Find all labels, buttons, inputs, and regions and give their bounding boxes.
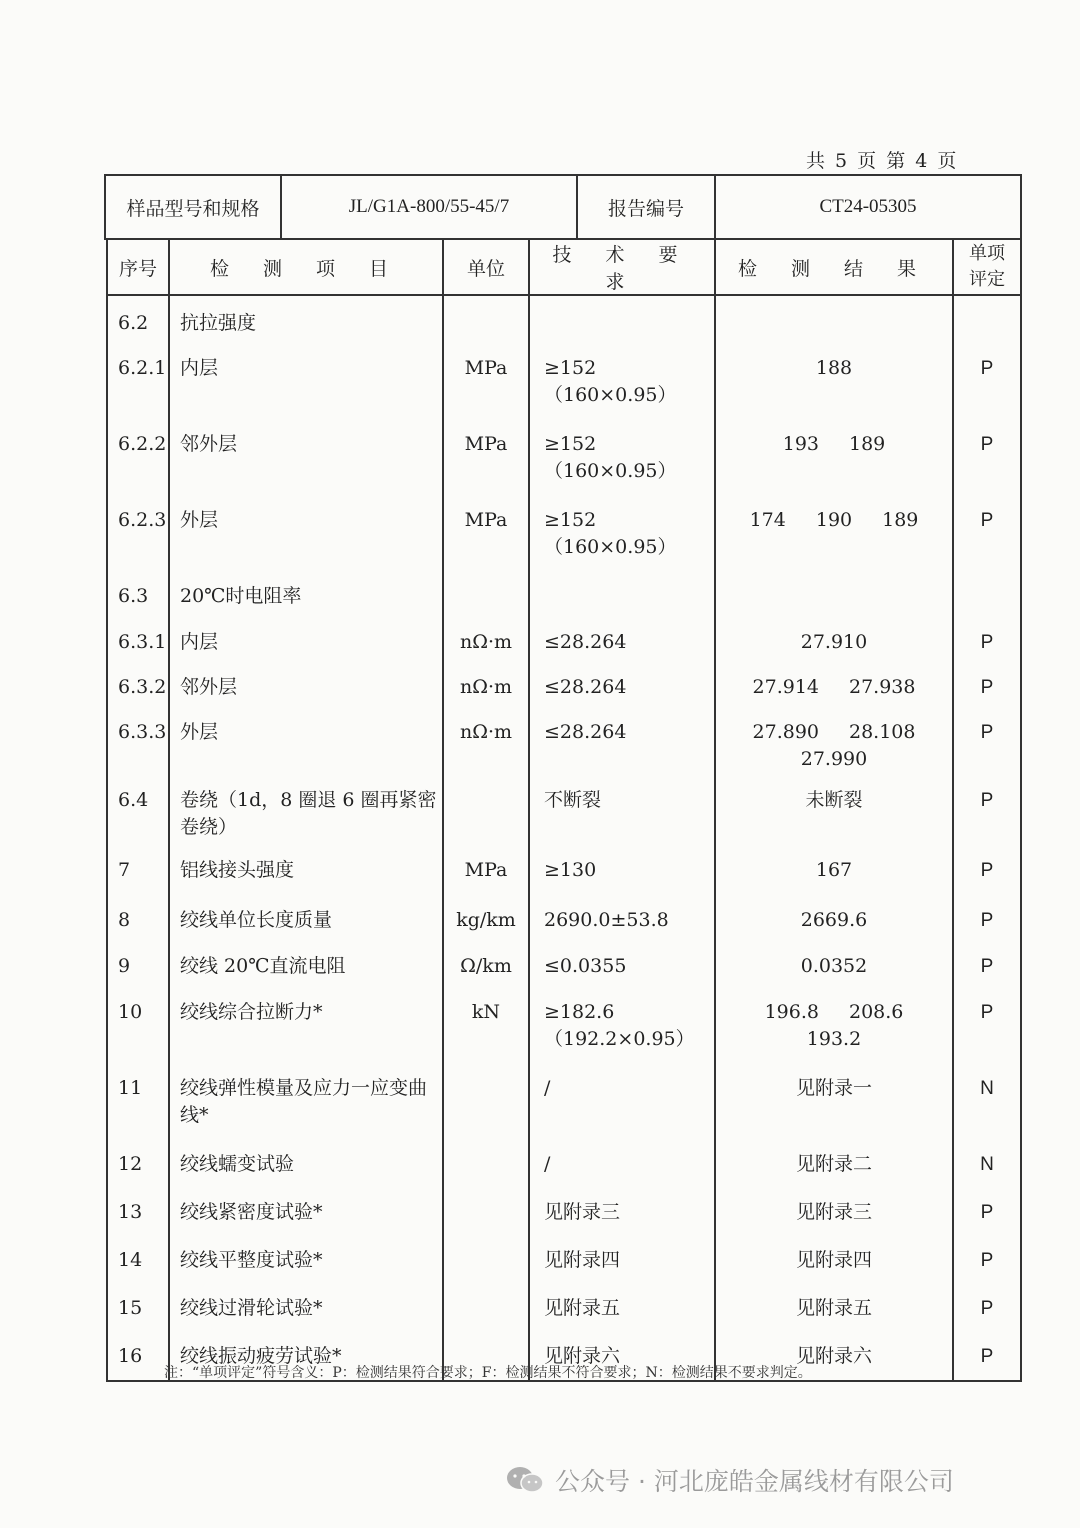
- item-requirement: /: [529, 1061, 715, 1137]
- item-number: 16: [107, 1329, 169, 1381]
- item-number: 11: [107, 1061, 169, 1137]
- item-results: [715, 705, 953, 773]
- item-name: 20℃时电阻率: [169, 569, 443, 615]
- result-value: 见附录三: [795, 1201, 872, 1223]
- item-number: 6.2.3: [107, 493, 169, 569]
- sample-label: 样品型号和规格: [105, 175, 281, 239]
- result-value: 208.6: [849, 1001, 904, 1023]
- item-unit: [443, 569, 529, 615]
- item-requirement: ≥152 （160×0.95）: [529, 417, 715, 493]
- item-name: 绞线蠕变试验: [169, 1137, 443, 1185]
- table-row: [107, 341, 1021, 417]
- table-row: [107, 893, 1021, 939]
- item-number: 7: [107, 843, 169, 893]
- result-value: 见附录六: [795, 1345, 872, 1367]
- item-requirement: 不断裂: [529, 773, 715, 843]
- item-name: 邻外层: [169, 417, 443, 493]
- item-unit: kg/km: [443, 893, 529, 939]
- item-results: [715, 1137, 953, 1185]
- item-eval: P: [953, 939, 1021, 985]
- table-row: [107, 569, 1021, 615]
- result-value: 27.914: [752, 676, 819, 698]
- result-value: 167: [815, 859, 853, 881]
- item-number: 6.2: [107, 295, 169, 341]
- item-eval: N: [953, 1061, 1021, 1137]
- col-requirement-header: 技 术 要 求: [529, 239, 715, 295]
- item-number: 13: [107, 1185, 169, 1233]
- sample-info-table: [104, 174, 1022, 240]
- table-row: [107, 660, 1021, 705]
- report-label: 报告编号: [577, 175, 715, 239]
- item-eval: [953, 569, 1021, 615]
- item-requirement: 见附录四: [529, 1233, 715, 1281]
- item-eval: P: [953, 893, 1021, 939]
- item-unit: nΩ·m: [443, 615, 529, 660]
- result-value: 27.938: [849, 676, 916, 698]
- watermark: [505, 1462, 954, 1498]
- table-row: [107, 295, 1021, 341]
- item-results: [715, 893, 953, 939]
- item-number: 10: [107, 985, 169, 1061]
- item-requirement: /: [529, 1137, 715, 1185]
- item-unit: [443, 295, 529, 341]
- item-name: 抗拉强度: [169, 295, 443, 341]
- item-unit: [443, 1281, 529, 1329]
- item-number: 9: [107, 939, 169, 985]
- item-unit: MPa: [443, 417, 529, 493]
- report-value: CT24-05305: [715, 175, 1021, 239]
- item-results: [715, 939, 953, 985]
- item-unit: nΩ·m: [443, 660, 529, 705]
- item-eval: P: [953, 705, 1021, 773]
- item-name: 绞线弹性模量及应力一应变曲线*: [169, 1061, 443, 1137]
- item-number: 6.2.2: [107, 417, 169, 493]
- item-name: 邻外层: [169, 660, 443, 705]
- page-indicator: 共 5 页 第 4 页: [806, 150, 959, 172]
- item-unit: nΩ·m: [443, 705, 529, 773]
- item-requirement: ≤28.264: [529, 615, 715, 660]
- item-eval: N: [953, 1137, 1021, 1185]
- result-value: 见附录一: [795, 1077, 872, 1099]
- result-value: 193: [782, 433, 819, 455]
- item-results: [715, 1281, 953, 1329]
- result-value: 27.910: [800, 631, 868, 653]
- item-requirement: 见附录三: [529, 1185, 715, 1233]
- item-name: 卷绕（1d，8 圈退 6 圈再紧密卷绕）: [169, 773, 443, 843]
- item-eval: P: [953, 1233, 1021, 1281]
- item-number: 12: [107, 1137, 169, 1185]
- result-value: 189: [849, 433, 886, 455]
- result-value: 28.108: [849, 721, 916, 743]
- item-number: 6.3: [107, 569, 169, 615]
- item-unit: kN: [443, 985, 529, 1061]
- item-number: 14: [107, 1233, 169, 1281]
- item-number: 6.3.1: [107, 615, 169, 660]
- test-results-table: [106, 238, 1022, 1382]
- item-results: [715, 341, 953, 417]
- result-value: 27.990: [800, 748, 868, 770]
- item-eval: P: [953, 493, 1021, 569]
- item-eval: P: [953, 985, 1021, 1061]
- item-requirement: ≤0.0355: [529, 939, 715, 985]
- result-value: 见附录二: [795, 1153, 872, 1175]
- table-row: [107, 1281, 1021, 1329]
- item-requirement: ≥152 （160×0.95）: [529, 341, 715, 417]
- item-requirement: 2690.0±53.8: [529, 893, 715, 939]
- col-no-header: 序号: [107, 239, 169, 295]
- item-results: [715, 843, 953, 893]
- item-results: [715, 569, 953, 615]
- item-unit: [443, 773, 529, 843]
- item-name: 绞线过滑轮试验*: [169, 1281, 443, 1329]
- item-eval: P: [953, 341, 1021, 417]
- table-row: [107, 939, 1021, 985]
- item-name: 绞线 20℃直流电阻: [169, 939, 443, 985]
- item-unit: MPa: [443, 493, 529, 569]
- item-requirement: [529, 295, 715, 341]
- item-eval: P: [953, 843, 1021, 893]
- item-name: 内层: [169, 341, 443, 417]
- item-results: [715, 1233, 953, 1281]
- item-results: [715, 295, 953, 341]
- item-number: 6.3.3: [107, 705, 169, 773]
- table-row: [107, 1137, 1021, 1185]
- item-number: 6.4: [107, 773, 169, 843]
- col-unit-header: 单位: [443, 239, 529, 295]
- item-eval: [953, 295, 1021, 341]
- item-requirement: 见附录五: [529, 1281, 715, 1329]
- item-unit: [443, 1185, 529, 1233]
- item-number: 6.2.1: [107, 341, 169, 417]
- table-row: [107, 615, 1021, 660]
- table-row: [107, 773, 1021, 843]
- item-name: 内层: [169, 615, 443, 660]
- item-eval: P: [953, 1329, 1021, 1381]
- item-results: [715, 985, 953, 1061]
- item-results: [715, 493, 953, 569]
- item-requirement: ≥182.6 （192.2×0.95）: [529, 985, 715, 1061]
- item-requirement: ≤28.264: [529, 705, 715, 773]
- item-number: 6.3.2: [107, 660, 169, 705]
- result-value: 189: [882, 509, 919, 531]
- item-results: [715, 773, 953, 843]
- result-value: 190: [815, 509, 853, 531]
- item-name: 外层: [169, 705, 443, 773]
- item-eval: P: [953, 1185, 1021, 1233]
- item-name: 绞线平整度试验*: [169, 1233, 443, 1281]
- table-row: [107, 1185, 1021, 1233]
- item-name: 铝线接头强度: [169, 843, 443, 893]
- item-eval: P: [953, 660, 1021, 705]
- result-value: 193.2: [806, 1028, 862, 1050]
- result-value: 见附录四: [795, 1249, 872, 1271]
- item-results: [715, 660, 953, 705]
- item-number: 8: [107, 893, 169, 939]
- result-value: 174: [749, 509, 786, 531]
- item-unit: [443, 1233, 529, 1281]
- item-name: 绞线振动疲劳试验*: [169, 1329, 443, 1381]
- result-value: 0.0352: [800, 955, 868, 977]
- item-unit: Ω/km: [443, 939, 529, 985]
- sample-value: JL/G1A-800/55-45/7: [281, 175, 577, 239]
- item-results: [715, 1185, 953, 1233]
- item-results: [715, 1061, 953, 1137]
- result-value: 2669.6: [800, 909, 868, 931]
- item-unit: [443, 1137, 529, 1185]
- result-value: 27.890: [752, 721, 819, 743]
- item-unit: MPa: [443, 843, 529, 893]
- col-eval-label: 单项评定: [969, 243, 1005, 290]
- table-row: [107, 705, 1021, 773]
- item-requirement: ≥130: [529, 843, 715, 893]
- footnote: 注：“单项评定”符号含义：P：检测结果符合要求；F：检测结果不符合要求；N：检测结果不要求判定。: [164, 1365, 812, 1381]
- result-value: 未断裂: [805, 789, 863, 811]
- item-requirement: 见附录六: [529, 1329, 715, 1381]
- item-eval: P: [953, 1281, 1021, 1329]
- item-requirement: ≤28.264: [529, 660, 715, 705]
- table-row: [107, 985, 1021, 1061]
- col-result-header: 检 测 结 果: [715, 239, 953, 295]
- item-eval: P: [953, 773, 1021, 843]
- item-number: 15: [107, 1281, 169, 1329]
- item-results: [715, 417, 953, 493]
- item-name: 绞线单位长度质量: [169, 893, 443, 939]
- wechat-icon: [505, 1465, 545, 1495]
- table-row: [107, 843, 1021, 893]
- item-name: 绞线综合拉断力*: [169, 985, 443, 1061]
- results-body: [107, 295, 1021, 1381]
- result-value: 188: [815, 357, 853, 379]
- item-requirement: ≥152 （160×0.95）: [529, 493, 715, 569]
- item-unit: MPa: [443, 341, 529, 417]
- item-eval: P: [953, 417, 1021, 493]
- col-item-header: 检 测 项 目: [169, 239, 443, 295]
- table-row: [107, 1061, 1021, 1137]
- item-name: 绞线紧密度试验*: [169, 1185, 443, 1233]
- item-requirement: [529, 569, 715, 615]
- table-row: [107, 1233, 1021, 1281]
- table-row: [107, 417, 1021, 493]
- item-name: 外层: [169, 493, 443, 569]
- col-eval-header: [953, 239, 1021, 295]
- watermark-text: 公众号 · 河北庞皓金属线材有限公司: [555, 1467, 954, 1496]
- table-row: [107, 493, 1021, 569]
- item-unit: [443, 1061, 529, 1137]
- result-value: 见附录五: [795, 1297, 872, 1319]
- item-eval: P: [953, 615, 1021, 660]
- result-value: 196.8: [764, 1001, 819, 1023]
- item-results: [715, 615, 953, 660]
